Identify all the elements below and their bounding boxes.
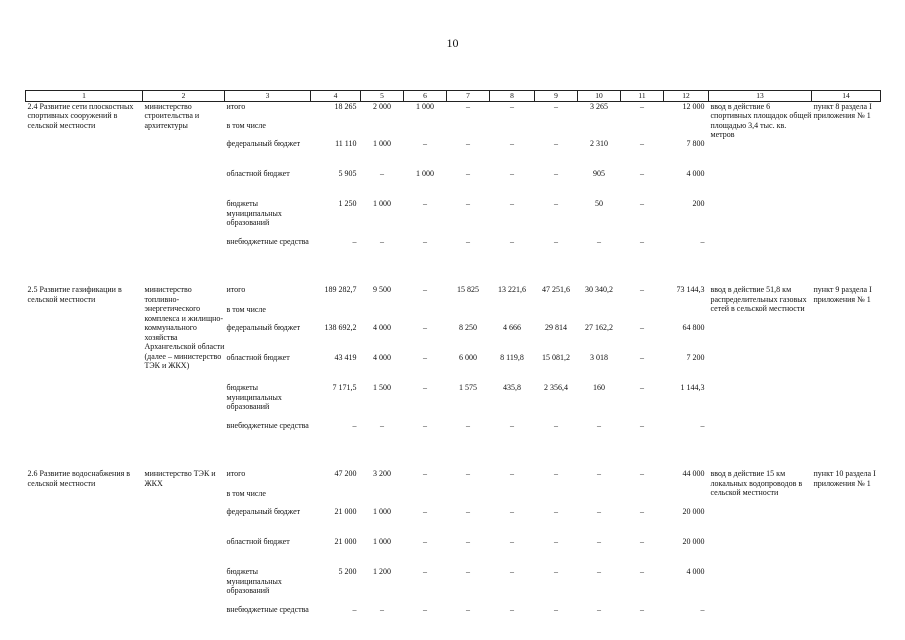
- amount-cell: –: [423, 421, 427, 430]
- reference-link: пункт 10 раздела I приложения № 1: [813, 469, 876, 488]
- amount-cell: –: [510, 567, 514, 576]
- amount-cell: 4 000: [373, 353, 391, 362]
- amount-cell: 7 800: [686, 139, 705, 148]
- column-header: 1: [26, 91, 143, 102]
- amount-cell: –: [423, 567, 427, 576]
- amount-cell: –: [640, 507, 644, 516]
- amount-cell: 4 000: [686, 169, 705, 178]
- funding-source: внебюджетные средства: [226, 421, 309, 430]
- amount-cell: 1 000: [373, 507, 391, 516]
- amount-cell: –: [466, 567, 470, 576]
- expected-result: ввод в действие 51,8 км распределительных газовых сетей в сельской местности: [710, 285, 807, 313]
- reference-link: пункт 9 раздела I приложения № 1: [813, 285, 872, 304]
- responsible-executor: министерство ТЭК и ЖКХ: [144, 469, 216, 488]
- funding-source: областной бюджет: [226, 169, 290, 178]
- amount-cell: –: [640, 237, 644, 246]
- amount-cell: –: [466, 169, 470, 178]
- funding-source: бюджеты муниципальных образований: [226, 199, 282, 227]
- amount-cell: –: [640, 139, 644, 148]
- amount-cell: –: [554, 199, 558, 208]
- amount-cell: –: [597, 605, 601, 614]
- amount-cell: –: [510, 507, 514, 516]
- amount-cell: [664, 305, 709, 323]
- amount-cell: –: [554, 469, 558, 478]
- amount-cell: –: [466, 469, 470, 478]
- column-header: 4: [311, 91, 361, 102]
- amount-cell: [404, 305, 447, 323]
- amount-cell: –: [510, 469, 514, 478]
- amount-cell: –: [466, 199, 470, 208]
- amount-cell: 47 251,6: [542, 285, 570, 294]
- amount-cell: 8 119,8: [500, 353, 524, 362]
- amount-cell: [311, 305, 361, 323]
- amount-cell: –: [423, 237, 427, 246]
- amount-cell: 1 144,3: [680, 383, 705, 392]
- funding-source: бюджеты муниципальных образований: [226, 383, 282, 411]
- funding-source: областной бюджет: [226, 353, 290, 362]
- funding-source: областной бюджет: [226, 537, 290, 546]
- financing-table: [25, 90, 881, 637]
- amount-cell: –: [554, 101, 558, 111]
- amount-cell: –: [597, 469, 601, 478]
- expected-result: ввод в действие 15 км локальных водопроводов в сельской местности: [710, 469, 803, 497]
- amount-cell: –: [423, 353, 427, 362]
- amount-cell: –: [700, 605, 705, 614]
- amount-cell: 20 000: [682, 507, 705, 516]
- amount-cell: [621, 121, 664, 139]
- amount-cell: –: [352, 605, 357, 614]
- column-header: 8: [490, 91, 535, 102]
- column-header: 12: [664, 91, 709, 102]
- amount-cell: [578, 305, 621, 323]
- amount-cell: –: [640, 567, 644, 576]
- funding-source: в том числе: [226, 489, 266, 498]
- funding-source: федеральный бюджет: [226, 323, 301, 332]
- amount-cell: –: [554, 139, 558, 148]
- amount-cell: –: [423, 507, 427, 516]
- column-header: 7: [447, 91, 490, 102]
- amount-cell: –: [510, 421, 514, 430]
- amount-cell: 3 265: [590, 101, 608, 111]
- amount-cell: [664, 489, 709, 507]
- funding-source: федеральный бюджет: [226, 507, 301, 516]
- amount-cell: –: [640, 323, 644, 332]
- amount-cell: –: [423, 469, 427, 478]
- amount-cell: –: [554, 507, 558, 516]
- amount-cell: 13 221,6: [498, 285, 526, 294]
- funding-source: в том числе: [226, 121, 266, 130]
- table-body: [26, 101, 881, 637]
- measure-name: 2.5 Развитие газификации в сельской местности: [27, 285, 122, 304]
- amount-cell: –: [423, 285, 427, 294]
- amount-cell: –: [466, 605, 470, 614]
- amount-cell: 7 171,5: [332, 383, 357, 392]
- amount-cell: –: [510, 237, 514, 246]
- responsible-executor: министерство строительства и архитектуры: [144, 101, 200, 130]
- amount-cell: –: [640, 199, 644, 208]
- amount-cell: 12 000: [682, 101, 705, 111]
- amount-cell: –: [423, 537, 427, 546]
- amount-cell: –: [466, 421, 470, 430]
- amount-cell: 1 575: [459, 383, 477, 392]
- amount-cell: 4 666: [503, 323, 521, 332]
- expected-result: ввод в действие 6 спортивных площадок общей площадью 3,4 тыс. кв. метров: [710, 101, 812, 139]
- funding-source: внебюджетные средства: [226, 237, 309, 246]
- amount-cell: –: [554, 605, 558, 614]
- amount-cell: 189 282,7: [324, 285, 357, 294]
- amount-cell: 43 419: [334, 353, 357, 362]
- amount-cell: 21 000: [334, 507, 357, 516]
- amount-cell: [578, 489, 621, 507]
- amount-cell: –: [640, 383, 644, 392]
- amount-cell: –: [554, 421, 558, 430]
- funding-source: итого: [226, 101, 246, 111]
- amount-cell: –: [554, 567, 558, 576]
- column-number-row: [26, 91, 881, 102]
- amount-cell: [404, 489, 447, 507]
- amount-cell: –: [380, 169, 384, 178]
- amount-cell: –: [554, 237, 558, 246]
- amount-cell: 1 250: [338, 199, 357, 208]
- amount-cell: 5 200: [338, 567, 357, 576]
- amount-cell: 1 000: [373, 139, 391, 148]
- amount-cell: 4 000: [686, 567, 705, 576]
- amount-cell: 2 356,4: [544, 383, 568, 392]
- column-header: 10: [578, 91, 621, 102]
- amount-cell: –: [510, 199, 514, 208]
- amount-cell: 29 814: [545, 323, 567, 332]
- funding-source: федеральный бюджет: [226, 139, 301, 148]
- amount-cell: [361, 121, 404, 139]
- amount-cell: –: [640, 101, 644, 111]
- reference-link: пункт 8 раздела I приложения № 1: [813, 101, 872, 120]
- column-header: 5: [361, 91, 404, 102]
- amount-cell: 6 000: [459, 353, 477, 362]
- amount-cell: –: [597, 507, 601, 516]
- amount-cell: –: [700, 237, 705, 246]
- amount-cell: –: [423, 139, 427, 148]
- table-row: [26, 285, 881, 305]
- amount-cell: –: [466, 139, 470, 148]
- amount-cell: [311, 489, 361, 507]
- table-row: [26, 101, 881, 121]
- amount-cell: –: [423, 605, 427, 614]
- amount-cell: [490, 121, 535, 139]
- amount-cell: –: [510, 605, 514, 614]
- funding-source: бюджеты муниципальных образований: [226, 567, 282, 595]
- amount-cell: –: [640, 353, 644, 362]
- amount-cell: [311, 121, 361, 139]
- amount-cell: [447, 489, 490, 507]
- amount-cell: –: [640, 469, 644, 478]
- amount-cell: 9 500: [373, 285, 391, 294]
- amount-cell: 30 340,2: [585, 285, 613, 294]
- amount-cell: –: [554, 537, 558, 546]
- column-header: 11: [621, 91, 664, 102]
- column-header: 2: [143, 91, 225, 102]
- amount-cell: [490, 489, 535, 507]
- amount-cell: 905: [593, 169, 605, 178]
- amount-cell: [490, 305, 535, 323]
- amount-cell: 27 162,2: [585, 323, 613, 332]
- amount-cell: [621, 305, 664, 323]
- amount-cell: –: [700, 421, 705, 430]
- amount-cell: [535, 489, 578, 507]
- amount-cell: –: [510, 139, 514, 148]
- amount-cell: –: [640, 421, 644, 430]
- amount-cell: [447, 121, 490, 139]
- amount-cell: –: [554, 169, 558, 178]
- amount-cell: –: [380, 605, 384, 614]
- amount-cell: 15 825: [457, 285, 479, 294]
- amount-cell: –: [597, 237, 601, 246]
- amount-cell: –: [640, 537, 644, 546]
- amount-cell: 64 800: [682, 323, 705, 332]
- amount-cell: [447, 305, 490, 323]
- amount-cell: 11 110: [335, 139, 357, 148]
- amount-cell: [404, 121, 447, 139]
- amount-cell: [664, 121, 709, 139]
- amount-cell: 1 500: [373, 383, 391, 392]
- amount-cell: [361, 305, 404, 323]
- responsible-executor: министерство топливно-энергетического комплекса и жилищно-коммунального хозяйства Архангельской области (далее – министерство ТЭК и ЖКХ): [144, 285, 225, 370]
- amount-cell: 2 000: [373, 101, 391, 111]
- amount-cell: –: [640, 285, 644, 294]
- measure-name: 2.4 Развитие сети плоскостных спортивных сооружений в сельской местности: [27, 101, 134, 130]
- amount-cell: 138 692,2: [324, 323, 357, 332]
- page-number: 10: [446, 36, 459, 50]
- amount-cell: –: [466, 537, 470, 546]
- amount-cell: –: [423, 199, 427, 208]
- table-row: [26, 469, 881, 489]
- amount-cell: 7 200: [686, 353, 705, 362]
- column-header: 3: [225, 91, 311, 102]
- amount-cell: –: [466, 237, 470, 246]
- amount-cell: –: [640, 605, 644, 614]
- spacer-cell: [26, 269, 881, 285]
- amount-cell: –: [597, 567, 601, 576]
- funding-source: в том числе: [226, 305, 266, 314]
- amount-cell: 1 000: [416, 101, 434, 111]
- amount-cell: 21 000: [334, 537, 357, 546]
- amount-cell: –: [423, 323, 427, 332]
- funding-source: итого: [226, 469, 246, 478]
- amount-cell: –: [380, 237, 384, 246]
- amount-cell: –: [380, 421, 384, 430]
- amount-cell: 435,8: [503, 383, 521, 392]
- amount-cell: [361, 489, 404, 507]
- amount-cell: [535, 121, 578, 139]
- spacer-cell: [26, 453, 881, 469]
- amount-cell: –: [640, 169, 644, 178]
- amount-cell: [621, 489, 664, 507]
- amount-cell: 1 000: [373, 537, 391, 546]
- amount-cell: 18 265: [334, 101, 357, 111]
- section-spacer: [26, 453, 881, 469]
- amount-cell: –: [423, 383, 427, 392]
- amount-cell: –: [597, 537, 601, 546]
- column-header: 14: [812, 91, 881, 102]
- amount-cell: –: [510, 537, 514, 546]
- amount-cell: –: [597, 421, 601, 430]
- amount-cell: [578, 121, 621, 139]
- amount-cell: –: [510, 101, 514, 111]
- column-header: 9: [535, 91, 578, 102]
- amount-cell: 2 310: [590, 139, 608, 148]
- funding-source: итого: [226, 285, 246, 294]
- funding-source: внебюджетные средства: [226, 605, 309, 614]
- amount-cell: –: [466, 507, 470, 516]
- amount-cell: –: [352, 421, 357, 430]
- amount-cell: –: [510, 169, 514, 178]
- measure-name: 2.6 Развитие водоснабжения в сельской местности: [27, 469, 131, 488]
- amount-cell: 1 000: [416, 169, 434, 178]
- amount-cell: 1 000: [373, 199, 391, 208]
- amount-cell: –: [352, 237, 357, 246]
- amount-cell: 20 000: [682, 537, 705, 546]
- amount-cell: 160: [593, 383, 605, 392]
- column-header: 6: [404, 91, 447, 102]
- section-spacer: [26, 269, 881, 285]
- amount-cell: 15 081,2: [542, 353, 570, 362]
- amount-cell: 3 018: [590, 353, 608, 362]
- amount-cell: 1 200: [373, 567, 391, 576]
- amount-cell: 5 905: [338, 169, 357, 178]
- amount-cell: 4 000: [373, 323, 391, 332]
- amount-cell: [535, 305, 578, 323]
- amount-cell: 44 000: [682, 469, 705, 478]
- amount-cell: 200: [692, 199, 705, 208]
- amount-cell: 8 250: [459, 323, 477, 332]
- amount-cell: –: [466, 101, 470, 111]
- amount-cell: 50: [595, 199, 603, 208]
- amount-cell: 3 200: [373, 469, 391, 478]
- amount-cell: 47 200: [334, 469, 357, 478]
- column-header: 13: [709, 91, 812, 102]
- amount-cell: 73 144,3: [676, 285, 705, 294]
